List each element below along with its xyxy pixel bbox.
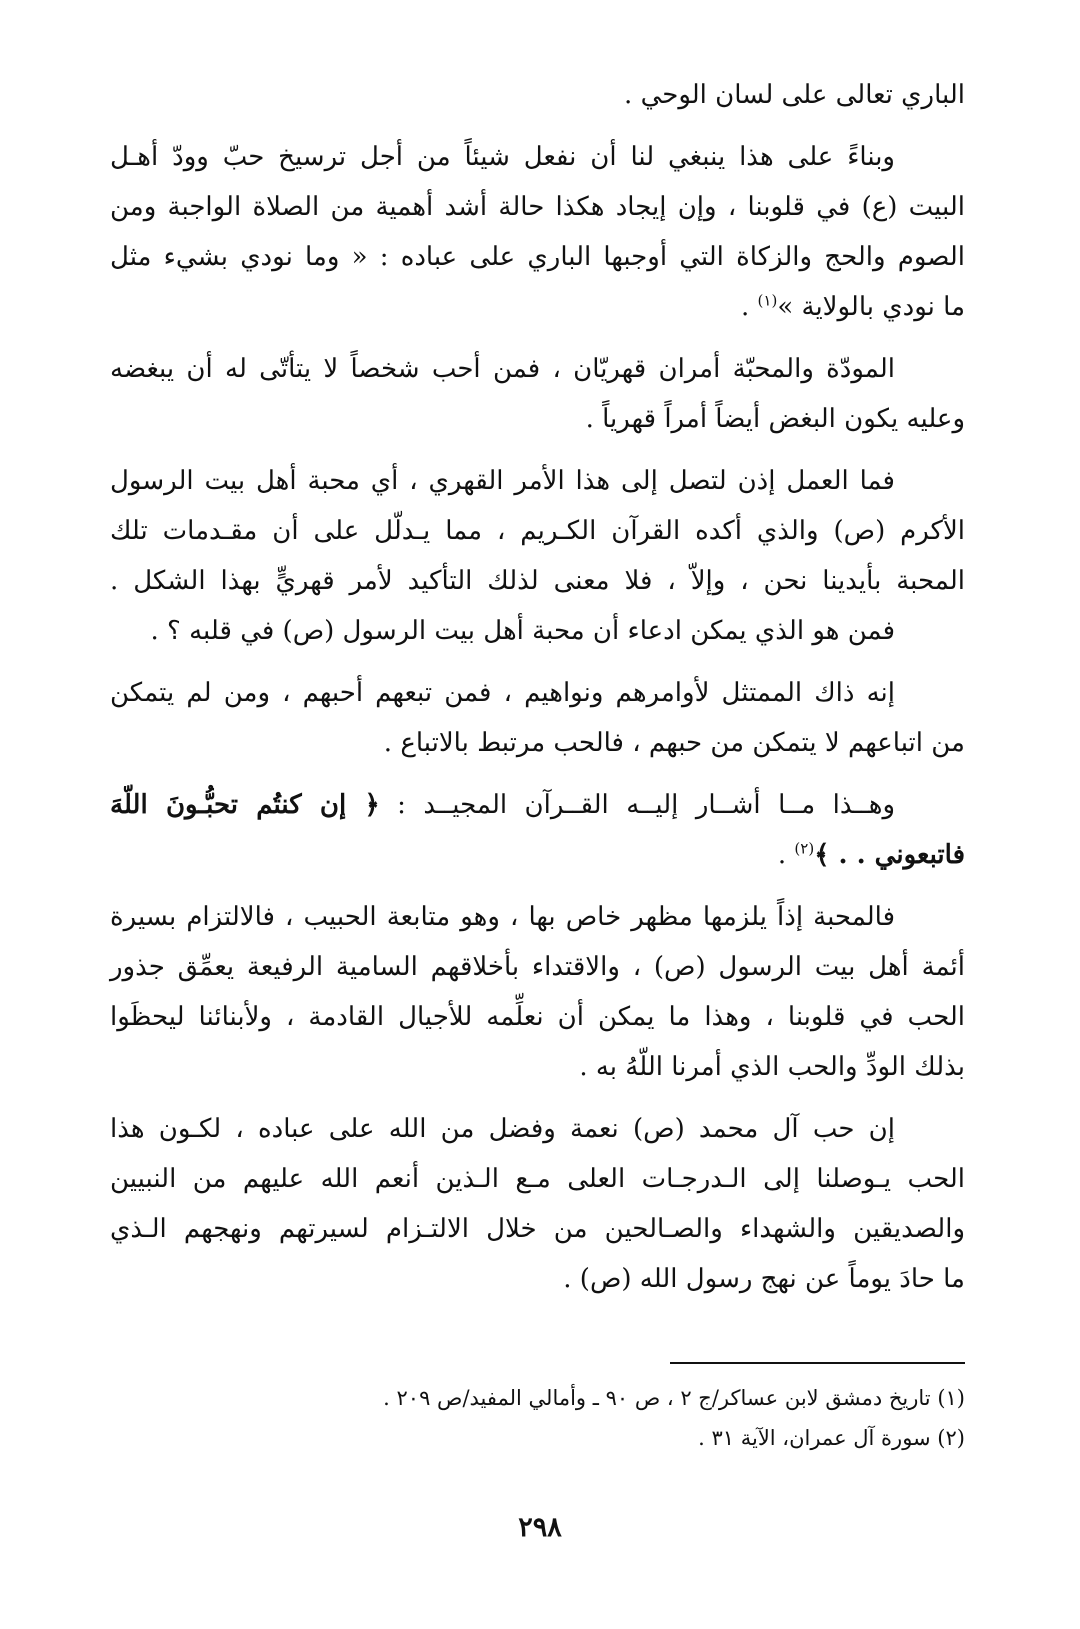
footnote-2: (٢) سورة آل عمران، الآية ٣١ . — [698, 1426, 965, 1450]
footnote-ref-1: (١) — [757, 291, 778, 310]
footnote-ref-2: (٢) — [794, 839, 815, 858]
text-line: والصديقين والشهداء والصـالحين من خلال الالتـزام لسيرتهم ونهجهم الـذي — [110, 1214, 965, 1244]
text-line: البيت (ع) في قلوبنا ، وإن إيجاد هكذا حالة أشد أهمية من الصلاة الواجبة ومن — [110, 192, 965, 222]
paragraph-3 — [110, 456, 965, 656]
text-line: وبناءً على هذا ينبغي لنا أن نفعل شيئاً من أجل ترسيخ حبّ وودّ أهـل — [110, 142, 895, 172]
text-span: ما نودي بالولاية » — [777, 292, 965, 322]
text-line: من اتباعهم لا يتمكن من حبهم ، فالحب مرتبط بالاتباع . — [383, 728, 965, 758]
page-number: ٢٩٨ — [518, 1512, 562, 1543]
text-line: المودّة والمحبّة أمران قهريّان ، فمن أحب شخصاً لا يتأتّى له أن يبغضه — [110, 354, 895, 384]
text-line: فمن هو الذي يمكن ادعاء أن محبة أهل بيت الرسول (ص) في قلبه ؟ . — [150, 616, 895, 646]
quran-quote: ﴿ إن كنتُم تحبُّـونَ اللّهَ — [110, 790, 380, 820]
text-span: وهــذا مــا أشــار إليــه القــرآن المجيــد : — [379, 790, 895, 820]
text-line: فالمحبة إذاً يلزمها مظهر خاص بها ، وهو متابعة الحبيب ، فالالتزام بسيرة — [110, 902, 895, 932]
text-line: الحب في قلوبنا ، وهذا ما يمكن أن نعلِّمه للأجيال القادمة ، ولأبنائنا ليحظَوا — [110, 1002, 965, 1032]
text-line — [110, 830, 965, 880]
paragraph-2 — [110, 344, 965, 444]
paragraph-5 — [110, 780, 965, 880]
text-line: بذلك الودِّ والحب الذي أمرنا اللّهُ به . — [579, 1052, 965, 1082]
text-line — [110, 282, 965, 332]
text-line: فما العمل إذن لتصل إلى هذا الأمر القهري ، أي محبة أهل بيت الرسول — [110, 466, 895, 496]
text-line: إن حب آل محمد (ص) نعمة وفضل من الله على عباده ، لكـون هذا — [110, 1114, 895, 1144]
text-span: . — [777, 840, 795, 870]
text-line: أئمة أهل بيت الرسول (ص) ، والاقتداء بأخلاقهم السامية الرفيعة يعمِّق جذور — [110, 952, 965, 982]
paragraph-7 — [110, 1104, 965, 1304]
text-line: الصوم والحج والزكاة التي أوجبها الباري على عباده : « وما نودي بشيء مثل — [110, 242, 965, 272]
text-line — [110, 780, 965, 830]
footnotes — [110, 1378, 965, 1458]
text-line: الباري تعالى على لسان الوحي . — [624, 80, 965, 110]
text-line: المحبة بأيدينا نحن ، وإلاّ ، فلا معنى لذلك التأكيد لأمر قهريٍّ بهذا الشكل . — [110, 566, 965, 596]
text-line: الحب يـوصلنا إلى الـدرجـات العلى مـع الـذين أنعم الله عليهم من النبيين — [110, 1164, 965, 1194]
text-line: إنه ذاك الممتثل لأوامرهم ونواهيم ، فمن تبعهم أحبهم ، ومن لم يتمكن — [110, 678, 895, 708]
footnote-divider — [670, 1362, 965, 1364]
paragraph-4 — [110, 668, 965, 768]
paragraph-1 — [110, 132, 965, 332]
quran-quote: فاتبعوني . . ﴾ — [814, 840, 965, 870]
text-line: وعليه يكون البغض أيضاً أمراً قهرياً . — [585, 404, 965, 434]
text-span: . — [741, 292, 758, 322]
paragraph-continuation — [110, 70, 965, 120]
paragraph-6 — [110, 892, 965, 1092]
text-line: ما حادَ يوماً عن نهج رسول الله (ص) . — [563, 1264, 965, 1294]
footnote-1: (١) تاريخ دمشق لابن عساكر/ج ٢ ، ص ٩٠ ـ وأمالي المفيد/ص ٢٠٩ . — [383, 1386, 965, 1410]
text-line: الأكرم (ص) والذي أكده القرآن الكـريم ، مما يـدلّل على أن مقـدمات تلك — [110, 516, 965, 546]
